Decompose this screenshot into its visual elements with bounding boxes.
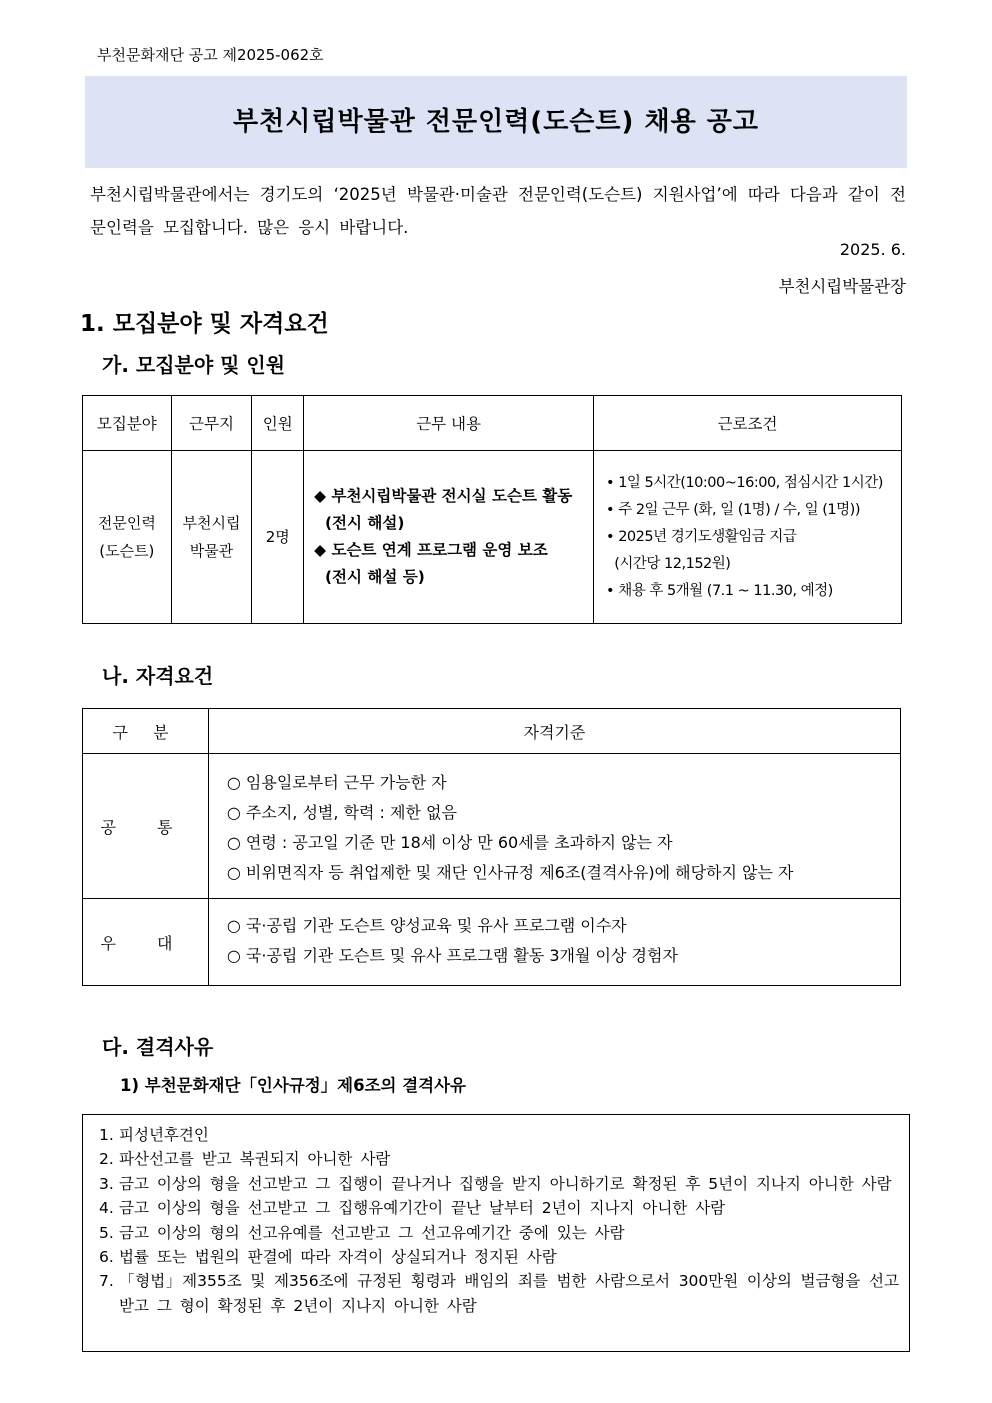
duty-line: (전시 해설) xyxy=(314,514,405,532)
condition-line: (시간당 12,152원) xyxy=(606,555,731,572)
list-item: ○ 비위면직자 등 취업제한 및 재단 인사규정 제6조(결격사유)에 해당하지 않는 자 xyxy=(226,863,794,882)
rule-number: 3. xyxy=(99,1174,114,1193)
rule-text: 법률 또는 법원의 판결에 따라 자격이 상실되거나 정지된 사람 xyxy=(119,1248,557,1267)
cell-duties xyxy=(304,451,594,624)
notice-signer: 부천시립박물관장 xyxy=(778,277,906,296)
qualification-table xyxy=(82,708,901,986)
cell-pref-label: 우 대 xyxy=(83,899,209,986)
header-count: 인원 xyxy=(252,396,304,451)
title-banner xyxy=(85,76,907,168)
list-item: ○ 임용일로부터 근무 가능한 자 xyxy=(226,773,447,792)
list-item xyxy=(99,1147,899,1171)
list-item xyxy=(99,1123,899,1147)
table-header-row xyxy=(83,709,901,754)
section-1a-heading: 가. 모집분야 및 인원 xyxy=(102,353,286,377)
page-title: 부천시립박물관 전문인력(도슨트) 채용 공고 xyxy=(232,107,759,137)
cell-place xyxy=(171,451,252,624)
list-item: ○ 국·공립 기관 도슨트 및 유사 프로그램 활동 3개월 이상 경험자 xyxy=(226,946,678,965)
condition-line: • 주 2일 근무 (화, 일 (1명) / 수, 일 (1명)) xyxy=(606,501,860,518)
cell-count: 2명 xyxy=(252,451,304,624)
condition-line: • 채용 후 5개월 (7.1 ~ 11.30, 예정) xyxy=(606,582,833,599)
list-item xyxy=(99,1245,899,1269)
duty-line: (전시 해설 등) xyxy=(314,568,425,586)
disqualification-box xyxy=(82,1114,910,1352)
rule-number: 6. xyxy=(99,1248,114,1267)
cell-common-items xyxy=(208,754,900,899)
table-row xyxy=(83,754,901,899)
list-item: ○ 주소지, 성별, 학력 : 제한 없음 xyxy=(226,803,457,822)
section-1b-heading: 나. 자격요건 xyxy=(102,664,214,688)
rule-number: 2. xyxy=(99,1150,114,1169)
recruit-table xyxy=(82,395,902,624)
list-item xyxy=(99,1172,899,1196)
section-c-heading: 다. 결격사유 xyxy=(102,1035,214,1059)
rule-text: 금고 이상의 형의 선고유예를 선고받고 그 선고유예기간 중에 있는 사람 xyxy=(119,1223,625,1242)
rule-text: 금고 이상의 형을 선고받고 그 집행유예기간이 끝난 날부터 2년이 지나지 아니한 사람 xyxy=(119,1199,726,1218)
header-category: 구 분 xyxy=(83,709,209,754)
field-line: (도슨트) xyxy=(99,542,155,560)
rule-number: 7. xyxy=(99,1272,114,1291)
header-criteria: 자격기준 xyxy=(208,709,900,754)
header-conditions: 근로조건 xyxy=(594,396,902,451)
section-1-heading: 1. 모집분야 및 자격요건 xyxy=(80,311,329,337)
condition-line: • 1일 5시간(10:00~16:00, 점심시간 1시간) xyxy=(606,474,883,491)
header-field: 모집분야 xyxy=(83,396,172,451)
intro-paragraph: 부천시립박물관에서는 경기도의 ‘2025년 박물관·미술관 전문인력(도슨트) 지원사업’에 따라 다음과 같이 전문인력을 모집합니다. 많은 응시 바랍니다. xyxy=(90,185,906,237)
list-item xyxy=(99,1269,899,1318)
list-item xyxy=(99,1221,899,1245)
list-item: ○ 국·공립 기관 도슨트 양성교육 및 유사 프로그램 이수자 xyxy=(226,916,627,935)
place-line: 부천시립 xyxy=(182,514,241,532)
duty-line: ◆ 도슨트 연계 프로그램 운영 보조 xyxy=(314,541,548,559)
field-line: 전문인력 xyxy=(97,514,156,532)
rule-number: 5. xyxy=(99,1223,114,1242)
rule-number: 1. xyxy=(99,1126,114,1144)
table-row xyxy=(83,451,902,624)
duty-line: ◆ 부천시립박물관 전시실 도슨트 활동 xyxy=(314,487,573,505)
cell-pref-items xyxy=(208,899,900,986)
condition-line: • 2025년 경기도생활임금 지급 xyxy=(606,528,797,545)
table-header-row xyxy=(83,396,902,451)
section-c-subheading: 1) 부천문화재단「인사규정」제6조의 결격사유 xyxy=(120,1076,466,1095)
rule-text: 피성년후견인 xyxy=(119,1126,209,1144)
table-row xyxy=(83,899,901,986)
place-line: 박물관 xyxy=(189,542,234,560)
list-item xyxy=(99,1196,899,1220)
cell-common-label: 공 통 xyxy=(83,754,209,899)
header-place: 근무지 xyxy=(171,396,252,451)
rule-text: 파산선고를 받고 복권되지 아니한 사람 xyxy=(119,1150,391,1169)
cell-conditions xyxy=(594,451,902,624)
rule-number: 4. xyxy=(99,1199,114,1218)
rule-text: 「형법」제355조 및 제356조에 규정된 횡령과 배임의 죄를 범한 사람으로서 300만원 이상의 벌금형을 선고받고 그 형이 확정된 후 2년이 지나지 아니한 사람 xyxy=(119,1272,899,1315)
list-item: ○ 연령 : 공고일 기준 만 18세 이상 만 60세를 초과하지 않는 자 xyxy=(226,833,673,852)
notice-number: 부천문화재단 공고 제2025-062호 xyxy=(97,46,324,64)
header-duties: 근무 내용 xyxy=(304,396,594,451)
rule-text: 금고 이상의 형을 선고받고 그 집행이 끝나거나 집행을 받지 아니하기로 확정된 후 5년이 지나지 아니한 사람 xyxy=(119,1174,892,1193)
cell-field xyxy=(83,451,172,624)
notice-date: 2025. 6. xyxy=(839,240,906,259)
